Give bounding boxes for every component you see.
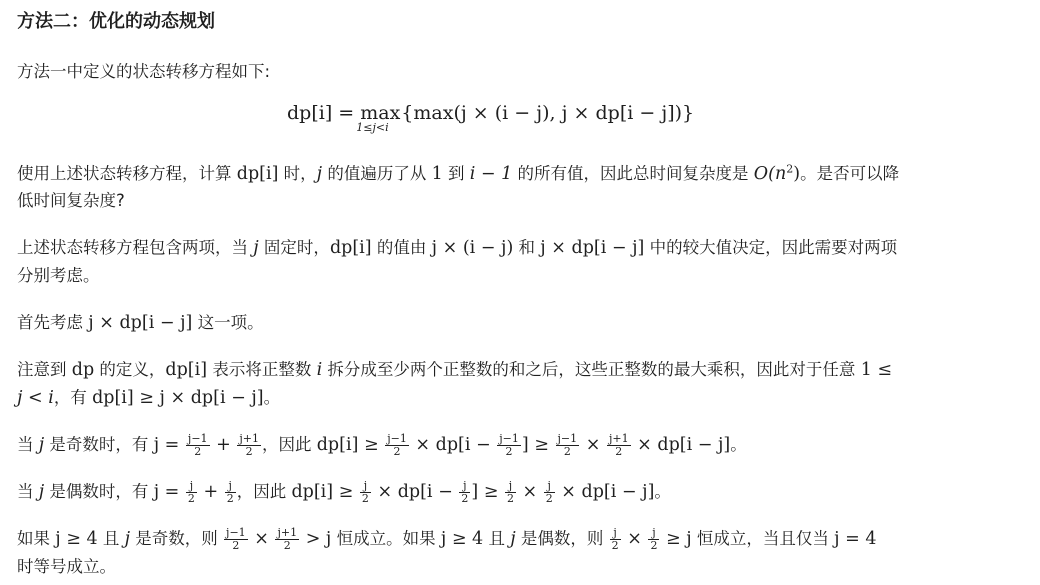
paragraph-odd-case: 当 j 是奇数时，有 j = $\frac{j-1}{2}$ + $\frac{j+1}{2}$ ，因此 dp[i] ≥ $\frac{j-1}{2}$ × dp[i − $\frac{j-1}{2}$ ] ≥ $\frac{j-1}{2}$ × $\frac{j+1}{2}$ × dp[i − j]。 — [17, 432, 747, 458]
paragraph-even-case: 当 j 是偶数时，有 j = $\frac{j}{2}$ + $\frac{j}{2}$ ，因此 dp[i] ≥ $\frac{j}{2}$ × dp[i − $\frac{j}{2}$ ] ≥ $\frac{j}{2}$ × $\frac{j}{2}$ × dp[i − j]。 — [17, 479, 671, 505]
fraction: $\frac{j-1}{2}$ — [557, 432, 578, 458]
math-inline: O(n — [753, 164, 787, 184]
paragraph-two-terms-cont: 分别考虑。 — [17, 266, 100, 285]
paragraph-complexity: 使用上述状态转移方程，计算 dp[i] 时，j 的值遍历了从 1 到 i − 1 的所有值，因此总时间复杂度是 $O(n^2)$。是否可以降 — [17, 162, 900, 184]
paragraph-two-terms: 上述状态转移方程包含两项，当 j 固定时，dp[i] 的值由 j × (i − j) 和 j × dp[i − j] 中的较大值决定，因此需要对两项 — [17, 238, 898, 258]
fraction: $\frac{j}{2}$ — [545, 479, 553, 505]
paragraph-conclusion: 如果 j ≥ 4 且 j 是奇数，则 $\frac{j-1}{2}$ × $\frac{j+1}{2}$ > j 恒成立。如果 j ≥ 4 且 j 是偶数，则 $\frac{j}{2}$ × $\frac{j}{2}$ ≥ j 恒成立，当且仅当 j = 4 — [17, 526, 877, 552]
fraction: $\frac{j}{2}$ — [226, 479, 234, 505]
paragraph-dp-definition-cont: j < i，有 dp[i] ≥ j × dp[i − j]。 — [17, 388, 281, 408]
equation-rhs: {max(j × (i − j), j × dp[i − j])} — [401, 102, 695, 124]
section-heading: 方法二：优化的动态规划 — [17, 11, 215, 32]
fraction: $\frac{j+1}{2}$ — [608, 432, 629, 458]
paragraph-complexity-cont: 低时间复杂度? — [17, 191, 125, 210]
equation-lhs: dp[i] = — [287, 102, 361, 124]
paragraph-conclusion-cont: 时等号成立。 — [17, 557, 116, 576]
equation-max-subscript: 1≤j<i — [356, 121, 389, 134]
fraction: $\frac{j-1}{2}$ — [387, 432, 407, 458]
math-inline: dp[i] — [236, 164, 279, 184]
fraction: $\frac{j-1}{2}$ — [226, 526, 246, 552]
fraction: $\frac{j}{2}$ — [506, 479, 514, 505]
paragraph-dp-definition: 注意到 dp 的定义，dp[i] 表示将正整数 i 拆分成至少两个正整数的和之后，这些正整数的最大乘积，因此对于任意 1 ≤ — [17, 360, 893, 380]
fraction: $\frac{j}{2}$ — [361, 479, 369, 505]
fraction: $\frac{j}{2}$ — [611, 526, 619, 552]
math-inline: i − 1 — [469, 164, 513, 184]
math-inline: 1 — [431, 164, 443, 184]
fraction: $\frac{j+1}{2}$ — [239, 432, 259, 458]
equation-max-operator: max 1≤j<i — [356, 102, 401, 134]
fraction: $\frac{j-1}{2}$ — [499, 432, 519, 458]
fraction: $\frac{j+1}{2}$ — [277, 526, 298, 552]
paragraph-first-term: 首先考虑 j × dp[i − j] 这一项。 — [17, 313, 264, 333]
fraction: $\frac{j}{2}$ — [461, 479, 469, 505]
fraction: $\frac{j-1}{2}$ — [187, 432, 208, 458]
math-inline: j — [316, 164, 323, 184]
fraction: $\frac{j}{2}$ — [650, 526, 658, 552]
fraction: $\frac{j}{2}$ — [187, 479, 195, 505]
paragraph-intro: 方法一中定义的状态转移方程如下: — [17, 62, 271, 81]
display-equation — [287, 102, 695, 134]
